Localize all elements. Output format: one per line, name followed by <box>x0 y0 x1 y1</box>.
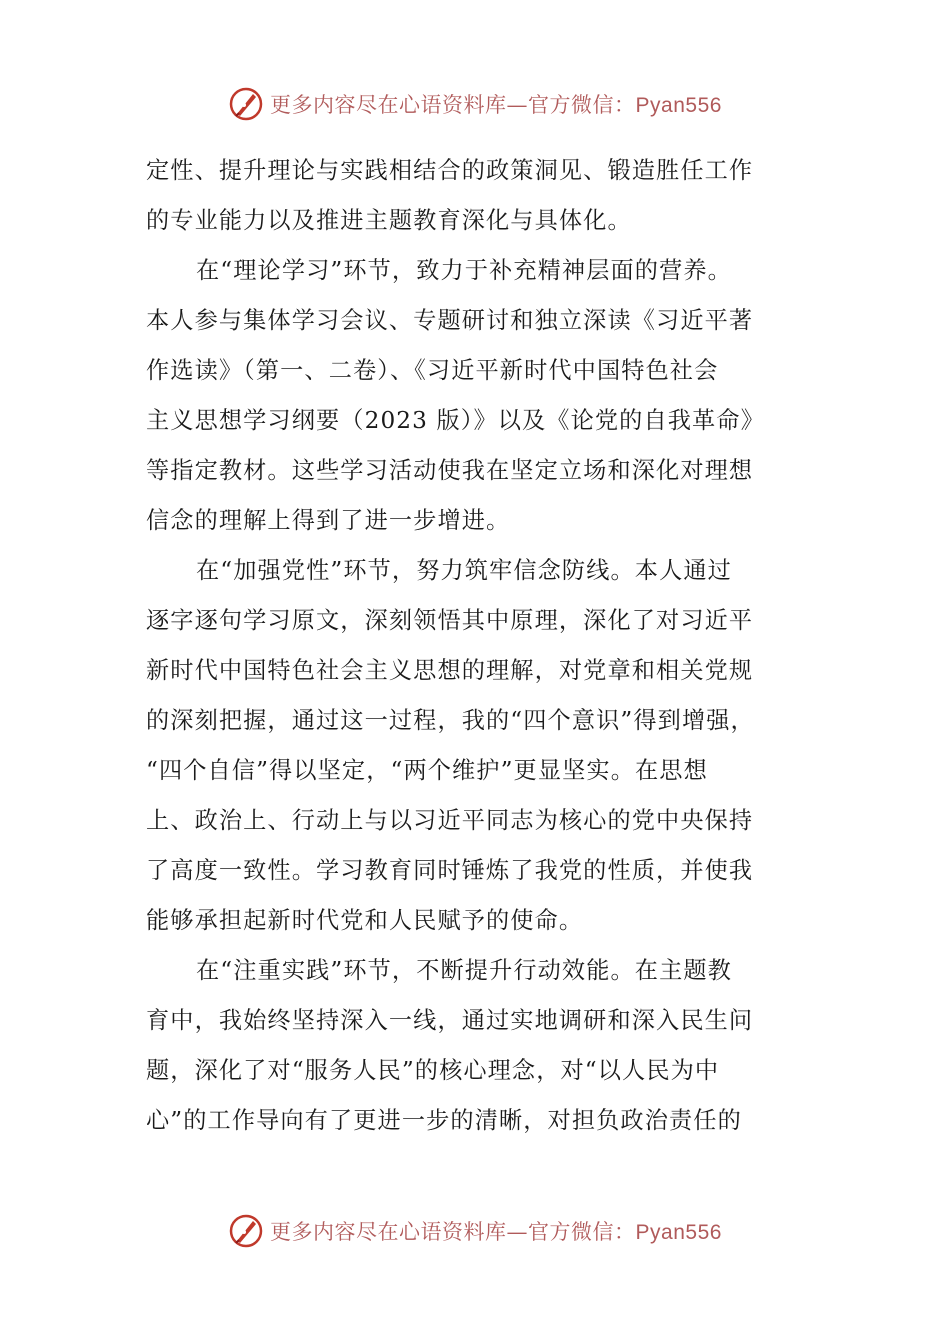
footer-wechat-id: Pyan556 <box>635 1221 722 1244</box>
text-line: 作选读》（第一、二卷）、《习近平新时代中国特色社会 <box>146 357 719 384</box>
quill-logo-icon <box>228 86 264 122</box>
text-line: 能够承担起新时代党和人民赋予的使命。 <box>146 907 584 934</box>
text-line: 主义思想学习纲要（2023 版）》以及《论党的自我革命》 <box>146 407 765 434</box>
header-banner-text: 更多内容尽在心语资料库—官方微信：Pyan556 <box>270 93 722 117</box>
header-wechat-id: Pyan556 <box>635 94 722 117</box>
text-line: 信念的理解上得到了进一步增进。 <box>146 507 511 534</box>
text-line: 的深刻把握，通过这一过程，我的“四个意识”得到增强， <box>146 707 755 734</box>
footer-banner <box>0 1211 950 1251</box>
text-line: 育中，我始终坚持深入一线，通过实地调研和深入民生问 <box>146 1007 754 1034</box>
text-line: 等指定教材。这些学习活动使我在坚定立场和深化对理想 <box>146 457 754 484</box>
quill-logo-icon <box>228 1213 264 1249</box>
text-line: 上、政治上、行动上与以习近平同志为核心的党中央保持 <box>146 807 754 834</box>
paragraph-start: 在“理论学习”环节，致力于补充精神层面的营养。 <box>196 257 732 284</box>
text-line: 的专业能力以及推进主题教育深化与具体化。 <box>146 207 632 234</box>
text-line: 本人参与集体学习会议、专题研讨和独立深读《习近平著 <box>146 307 754 334</box>
paragraph-start: 在“加强党性”环节，努力筑牢信念防线。本人通过 <box>196 557 732 584</box>
text-line: 逐字逐句学习原文，深刻领悟其中原理，深化了对习近平 <box>146 607 754 634</box>
header-banner <box>0 84 950 124</box>
text-line: 定性、提升理论与实践相结合的政策洞见、锻造胜任工作 <box>146 157 754 184</box>
text-line: 了高度一致性。学习教育同时锤炼了我党的性质，并使我 <box>146 857 754 884</box>
text-line: “四个自信”得以坚定，“两个维护”更显坚实。在思想 <box>146 757 708 784</box>
text-line: 新时代中国特色社会主义思想的理解，对党章和相关党规 <box>146 657 754 684</box>
document-body <box>146 146 786 1146</box>
paragraph-start: 在“注重实践”环节，不断提升行动效能。在主题教 <box>196 957 732 984</box>
text-line: 题，深化了对“服务人民”的核心理念，对“以人民为中 <box>146 1057 720 1084</box>
text-line: 心”的工作导向有了更进一步的清晰，对担负政治责任的 <box>146 1107 742 1134</box>
footer-banner-text: 更多内容尽在心语资料库—官方微信：Pyan556 <box>270 1220 722 1244</box>
